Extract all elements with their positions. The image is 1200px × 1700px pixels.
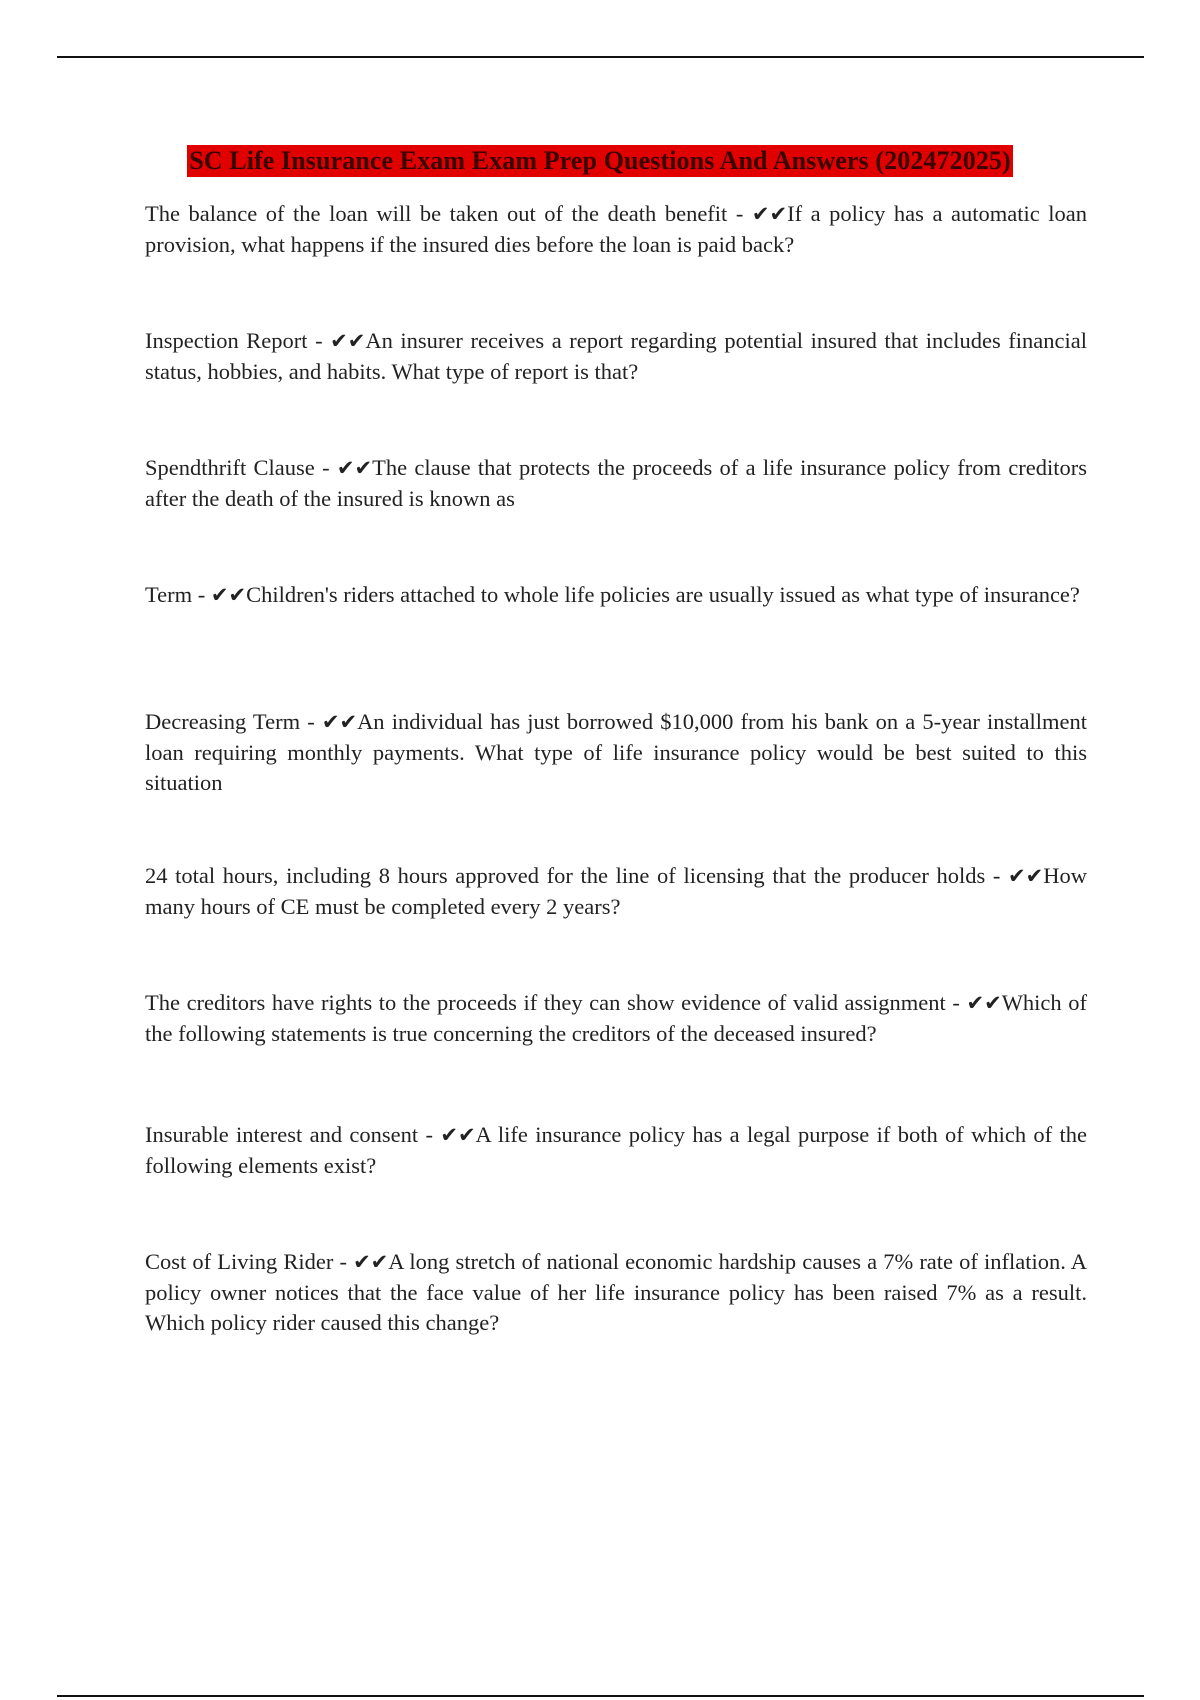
qa-item-4 (145, 580, 1087, 611)
answer-text: Spendthrift Clause - (145, 455, 337, 480)
question-text: A long stretch of national economic hardship causes a 7% rate of inflation. A policy owner notices that the face value of her life insurance policy has been raised 7% as a result. Which policy rider caused this change? (145, 1249, 1087, 1335)
footer-rule (57, 1695, 1144, 1697)
answer-text: Cost of Living Rider - (145, 1249, 354, 1274)
title-container (0, 145, 1200, 177)
header-rule (57, 56, 1144, 58)
question-text: Children's riders attached to whole life policies are usually issued as what type of insurance? (246, 582, 1080, 607)
check-marks-icon: ✔✔ (966, 991, 1002, 1015)
answer-text: Inspection Report - (145, 328, 331, 353)
qa-item-3 (145, 453, 1087, 514)
qa-item-9 (145, 1247, 1087, 1339)
qa-item-2 (145, 326, 1087, 387)
question-text: A life insurance policy has a legal purpose if both of which of the following elements exist? (145, 1122, 1087, 1178)
question-text: The clause that protects the proceeds of a life insurance policy from creditors after the death of the insured is known as (145, 455, 1087, 511)
qa-item-1 (145, 199, 1087, 260)
qa-item-5 (145, 707, 1087, 799)
question-text: Which of the following statements is true concerning the creditors of the deceased insured? (145, 990, 1087, 1046)
qa-item-6 (145, 861, 1087, 922)
answer-text: 24 total hours, including 8 hours approved for the line of licensing that the producer holds - (145, 863, 1009, 888)
qa-item-7 (145, 988, 1087, 1049)
question-text: An insurer receives a report regarding potential insured that includes financial status, hobbies, and habits. What type of report is that? (145, 328, 1087, 384)
check-marks-icon: ✔✔ (321, 710, 358, 734)
check-marks-icon: ✔✔ (353, 1250, 389, 1274)
answer-text: Insurable interest and consent - (145, 1122, 441, 1147)
question-text: If a policy has a automatic loan provision, what happens if the insured dies before the loan is paid back? (145, 201, 1087, 257)
check-marks-icon: ✔✔ (1008, 864, 1044, 888)
check-marks-icon: ✔✔ (751, 202, 788, 226)
answer-text: The creditors have rights to the proceeds if they can show evidence of valid assignment - (145, 990, 967, 1015)
check-marks-icon: ✔✔ (210, 583, 247, 607)
qa-item-8 (145, 1120, 1087, 1181)
answer-text: Term - (145, 582, 211, 607)
question-text: How many hours of CE must be completed every 2 years? (145, 863, 1087, 919)
question-text: An individual has just borrowed $10,000 from his bank on a 5-year installment loan requiring monthly payments. What type of life insurance policy would be best suited to this situation (145, 709, 1087, 795)
document-title: SC Life Insurance Exam Exam Prep Questions And Answers (202472025) (189, 146, 1011, 175)
answer-text: Decreasing Term - (145, 709, 322, 734)
answer-text: The balance of the loan will be taken out of the death benefit - (145, 201, 752, 226)
check-marks-icon: ✔✔ (440, 1123, 476, 1147)
check-marks-icon: ✔✔ (330, 329, 366, 353)
check-marks-icon: ✔✔ (336, 456, 373, 480)
